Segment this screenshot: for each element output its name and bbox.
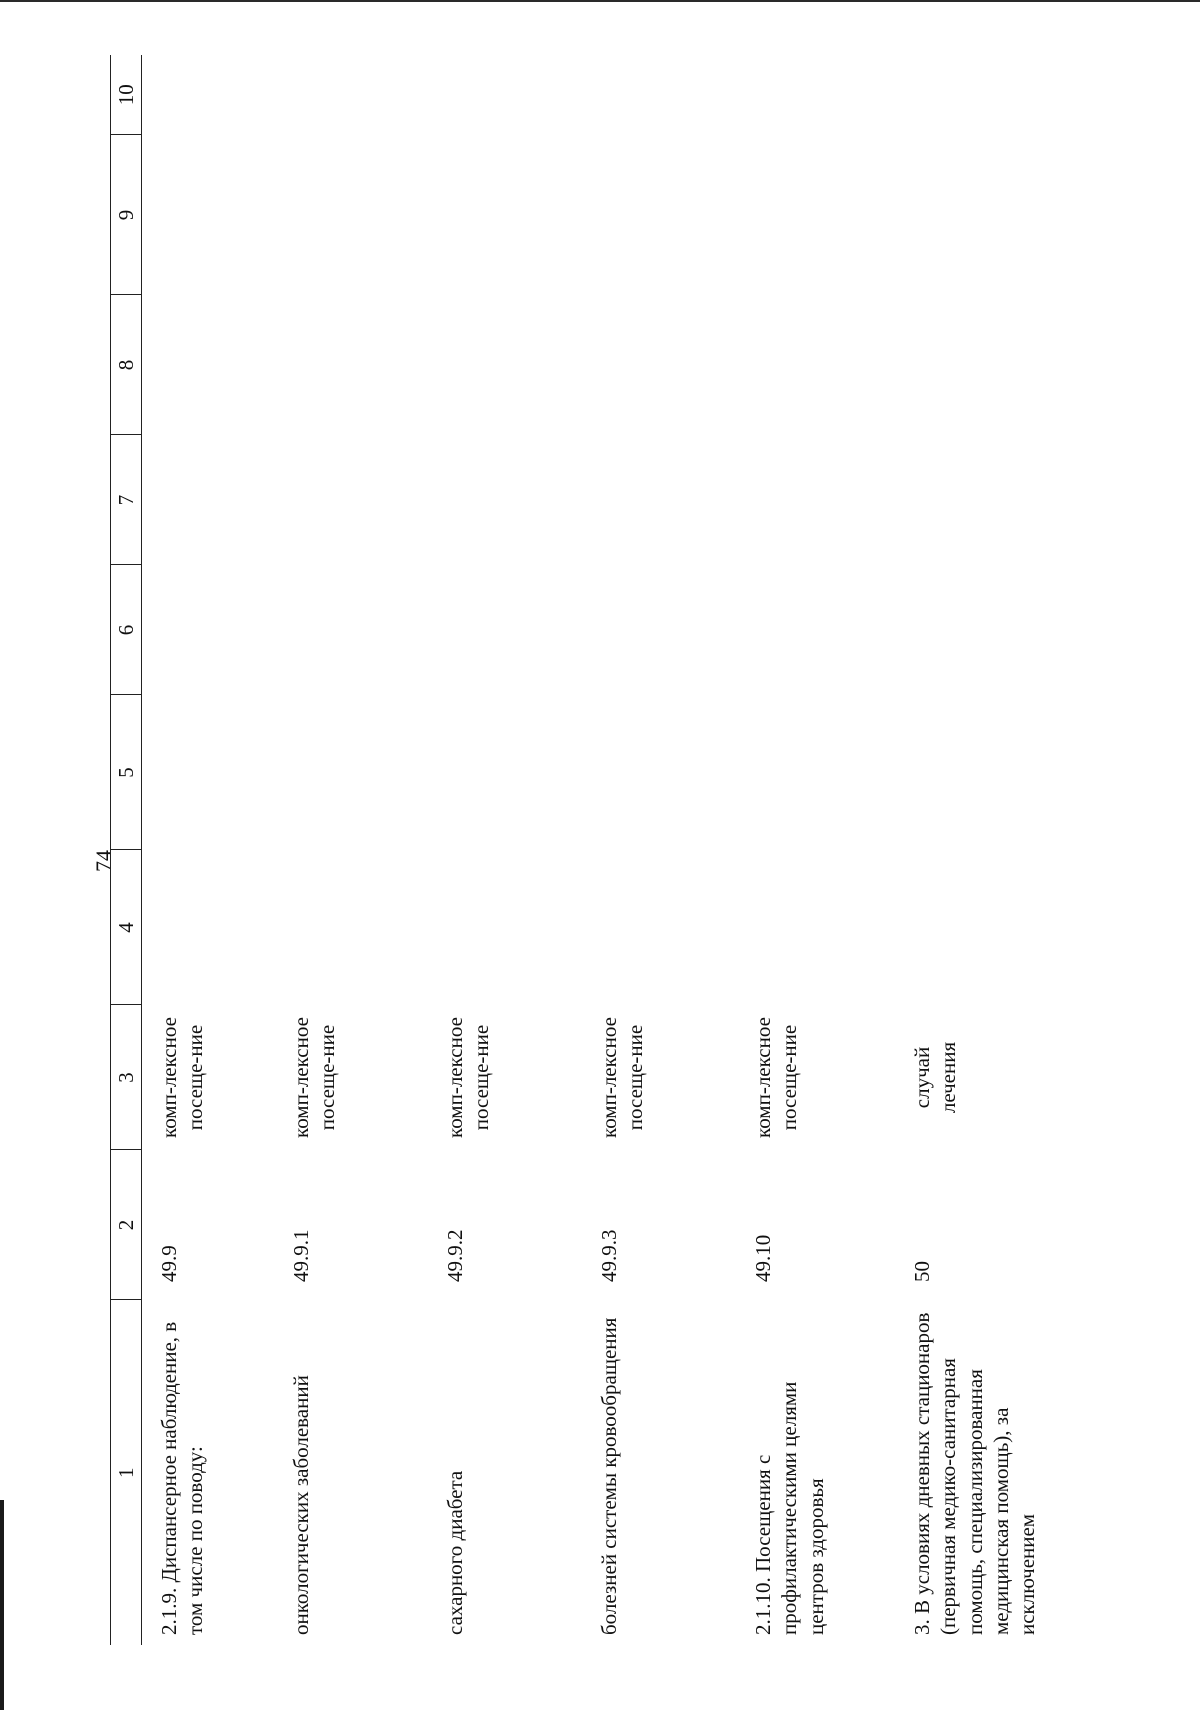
table-header-row <box>111 55 142 1645</box>
column-header-9: 9 <box>111 135 142 295</box>
row-name-cell: 2.1.10. Посещения с профилактическими целями центров здоровья <box>751 1381 828 1635</box>
row-code-cell: 49.9 <box>157 1245 181 1282</box>
table-row <box>895 55 1109 1645</box>
row-name-cell: болезней системы кровообращения <box>597 1317 621 1635</box>
page-number: 74 <box>91 850 116 872</box>
row-unit-cell: комп-лексное посеще-ние <box>597 1017 648 1138</box>
row-code-cell: 49.10 <box>751 1234 775 1282</box>
scan-border-left <box>0 1500 4 1710</box>
row-code-cell: 49.9.1 <box>289 1229 313 1282</box>
row-code-cell: 49.9.3 <box>597 1229 621 1282</box>
table-row <box>582 55 736 1645</box>
table-row <box>274 55 428 1645</box>
table-row <box>428 55 582 1645</box>
row-name-cell: сахарного диабета <box>443 1470 467 1635</box>
row-unit-cell: комп-лексное посеще-ние <box>443 1017 494 1138</box>
row-code-cell: 50 <box>910 1261 934 1282</box>
column-header-10: 10 <box>111 55 142 135</box>
column-header-5: 5 <box>111 695 142 850</box>
column-header-1: 1 <box>111 1300 142 1645</box>
column-header-3: 3 <box>111 1005 142 1150</box>
row-unit-cell: комп-лексное посеще-ние <box>289 1017 340 1138</box>
column-header-7: 7 <box>111 435 142 565</box>
row-unit-cell: комп-лексное посеще-ние <box>157 1017 208 1138</box>
scan-border-top <box>0 0 1200 2</box>
row-name-cell: 2.1.9. Диспансерное наблюдение, в том числе по поводу: <box>157 1321 208 1635</box>
column-header-4: 4 <box>111 850 142 1005</box>
table-row <box>736 55 895 1645</box>
row-code-cell: 49.9.2 <box>443 1229 467 1282</box>
row-unit-cell: комп-лексное посеще-ние <box>751 1017 802 1138</box>
row-name-cell: онкологических заболеваний <box>289 1375 313 1635</box>
row-unit-cell: случай лечения <box>910 1041 961 1114</box>
column-header-2: 2 <box>111 1150 142 1300</box>
column-header-6: 6 <box>111 565 142 695</box>
rotated-table-frame <box>110 55 1039 1645</box>
table-row <box>142 55 275 1645</box>
data-table <box>110 55 1109 1645</box>
row-name-cell: 3. В условиях дневных стационаров (первичная медико-санитарная помощь, специализированная медицинская помощь), за исключением <box>910 1312 1039 1635</box>
column-header-8: 8 <box>111 295 142 435</box>
table-container <box>110 55 1039 1645</box>
